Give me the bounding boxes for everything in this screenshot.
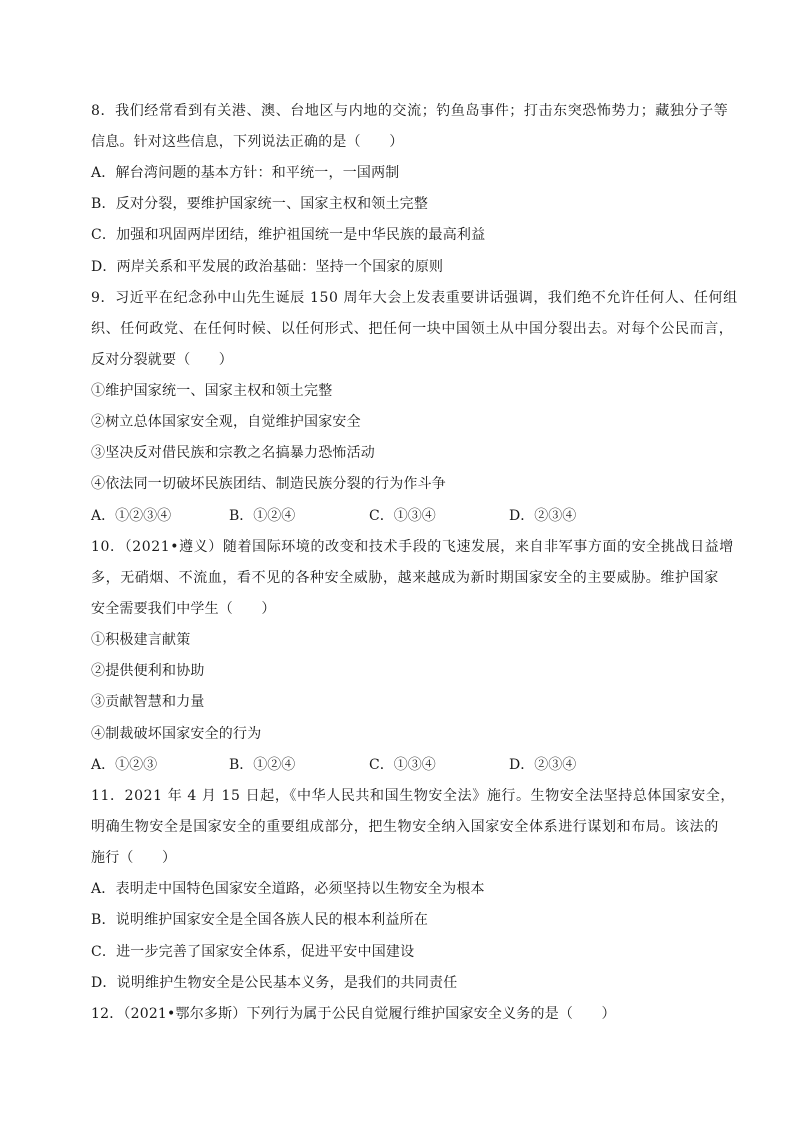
q9-stem-line-2: 织、任何政党、在任何时候、以任何形式、把任何一块中国领土从中国分裂出去。对每个公民而言， <box>91 321 734 337</box>
q8-option-d: D．两岸关系和平发展的政治基础：坚持一个国家的原则 <box>91 259 444 275</box>
q9-choice-b: B．①②④ <box>229 508 296 524</box>
q8-option-c: C．加强和巩固两岸团结，维护祖国统一是中华民族的最高利益 <box>91 227 486 243</box>
q8-stem-line-2: 信息。针对这些信息，下列说法正确的是（ ） <box>91 134 404 150</box>
q11-stem-line-3: 施行（ ） <box>91 850 177 866</box>
q10-item-2: ②提供便利和协助 <box>91 663 205 679</box>
q9-choice-d: D．②③④ <box>509 508 577 524</box>
q10-choice-b: B．①②④ <box>229 757 296 773</box>
q10-item-3: ③贡献智慧和力量 <box>91 694 205 710</box>
q8-option-a: A．解台湾问题的基本方针：和平统一，一国两制 <box>91 165 400 181</box>
q11-stem-line-2: 明确生物安全是国家安全的重要组成部分，把生物安全纳入国家安全体系进行谋划和布局。该法的 <box>91 819 719 835</box>
q9-item-1: ①维护国家统一、国家主权和领土完整 <box>91 383 333 399</box>
q9-item-3: ③坚决反对借民族和宗教之名搞暴力恐怖活动 <box>91 445 375 461</box>
q10-choice-a: A．①②③ <box>91 757 158 773</box>
q12-stem-line-1: 12．（2021•鄂尔多斯）下列行为属于公民自觉履行维护国家安全义务的是（ ） <box>91 1006 616 1022</box>
q10-stem-line-2: 多，无硝烟、不流血，看不见的各种安全威胁，越来越成为新时期国家安全的主要威胁。维护国家 <box>91 570 719 586</box>
q10-item-1: ①积极建言献策 <box>91 632 191 648</box>
q9-stem-line-1: 9．习近平在纪念孙中山先生诞辰 150 周年大会上发表重要讲话强调，我们绝不允许任何人、任何组 <box>91 290 738 306</box>
q10-item-4: ④制裁破坏国家安全的行为 <box>91 726 262 742</box>
q10-stem-line-1: 10．（2021•遵义）随着国际环境的改变和技术手段的飞速发展，来自非军事方面的安全挑战日益增 <box>91 539 734 555</box>
q8-option-b: B．反对分裂，要维护国家统一、国家主权和领土完整 <box>91 196 429 212</box>
q11-stem-line-1: 11．2021 年 4 月 15 日起，《中华人民共和国生物安全法》施行。生物安全法坚持总体国家安全， <box>91 788 736 804</box>
q9-choice-c: C．①③④ <box>369 508 436 524</box>
q10-choice-c: C．①③④ <box>369 757 436 773</box>
q11-option-a: A．表明走中国特色国家安全道路，必须坚持以生物安全为根本 <box>91 881 485 897</box>
q11-option-d: D．说明维护生物安全是公民基本义务，是我们的共同责任 <box>91 975 458 991</box>
q10-choice-d: D．②③④ <box>509 757 577 773</box>
q9-item-4: ④依法同一切破坏民族团结、制造民族分裂的行为作斗争 <box>91 476 446 492</box>
q9-choice-a: A．①②③④ <box>91 508 172 524</box>
q10-stem-line-3: 安全需要我们中学生（ ） <box>91 601 276 617</box>
q11-option-b: B．说明维护国家安全是全国各族人民的根本利益所在 <box>91 912 429 928</box>
q10-choices-row <box>91 755 711 775</box>
q9-item-2: ②树立总体国家安全观，自觉维护国家安全 <box>91 414 361 430</box>
q9-choices-row <box>91 506 711 526</box>
q11-option-c: C．进一步完善了国家安全体系，促进平安中国建设 <box>91 944 415 960</box>
q9-stem-line-3: 反对分裂就要（ ） <box>91 352 233 368</box>
q8-stem-line-1: 8．我们经常看到有关港、澳、台地区与内地的交流；钓鱼岛事件；打击东突恐怖势力；藏独分子等 <box>91 103 729 119</box>
